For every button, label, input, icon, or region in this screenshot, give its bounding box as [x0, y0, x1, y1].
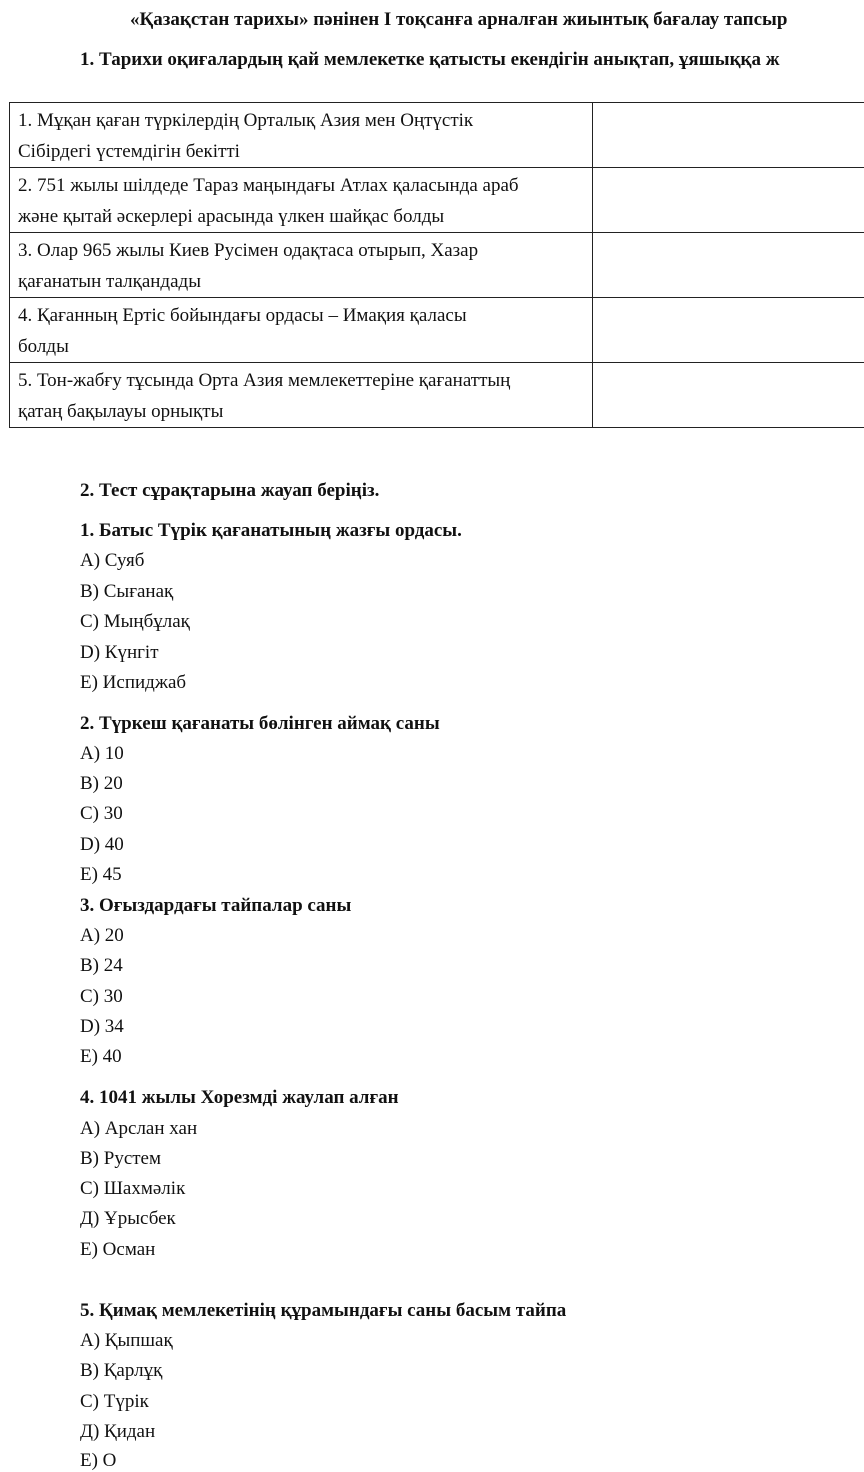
question-title: 1. Батыс Түрік қағанатының жазғы ордасы.	[80, 520, 462, 542]
event-line: 5. Тон-жабғу тұсында Орта Азия мемлекеттеріне қағанаттың	[18, 365, 584, 396]
answer-option[interactable]: A) Суяб	[80, 550, 144, 572]
answer-option[interactable]: A) Арслан хан	[80, 1118, 197, 1140]
event-line: 1. Мұқан қаған түркілердің Орталық Азия мен Оңтүстік	[18, 105, 584, 136]
answer-option[interactable]: A) 10	[80, 743, 124, 765]
event-cell	[10, 168, 593, 233]
question-title: 4. 1041 жылы Хорезмді жаулап алған	[80, 1087, 399, 1109]
answer-option[interactable]: D) 34	[80, 1016, 124, 1038]
question-title: 5. Қимақ мемлекетінің құрамындағы саны басым тайпа	[80, 1300, 566, 1322]
event-cell	[10, 103, 593, 168]
answer-option[interactable]: B) Рустем	[80, 1148, 161, 1170]
task2-instruction: 2. Тест сұрақтарына жауап беріңіз.	[80, 480, 379, 502]
event-line: 3. Олар 965 жылы Киев Русімен одақтаса отырып, Хазар	[18, 235, 584, 266]
question-title: 2. Түркеш қағанаты бөлінген аймақ саны	[80, 713, 440, 735]
event-cell	[10, 298, 593, 363]
answer-option[interactable]: C) 30	[80, 803, 123, 825]
event-line: болды	[18, 331, 584, 362]
answer-option[interactable]: B) Қарлұқ	[80, 1360, 162, 1382]
answer-option[interactable]: B) Сығанақ	[80, 581, 173, 603]
answer-option[interactable]: A) 20	[80, 925, 124, 947]
answer-cell[interactable]	[593, 233, 864, 298]
task1-instruction: 1. Тарихи оқиғалардың қай мемлекетке қатысты екендігін анықтап, ұяшыққа ж	[80, 49, 780, 71]
answer-cell[interactable]	[593, 298, 864, 363]
answer-option[interactable]: E) 45	[80, 864, 122, 886]
answer-option[interactable]: B) 20	[80, 773, 123, 795]
table-row	[10, 298, 864, 363]
event-line: 4. Қағанның Ертіс бойындағы ордасы – Имақия қаласы	[18, 300, 584, 331]
answer-option[interactable]: Д) Ұрысбек	[80, 1208, 176, 1230]
answer-option[interactable]: E) О	[80, 1450, 116, 1472]
event-line: 2. 751 жылы шілдеде Тараз маңындағы Атлах қаласында араб	[18, 170, 584, 201]
table-row	[10, 168, 864, 233]
answer-cell[interactable]	[593, 168, 864, 233]
answer-option[interactable]: A) Қыпшақ	[80, 1330, 173, 1352]
table-row	[10, 233, 864, 298]
event-cell	[10, 363, 593, 428]
answer-option[interactable]: E) Испиджаб	[80, 672, 186, 694]
answer-option[interactable]: D) Күнгіт	[80, 642, 159, 664]
answer-option[interactable]: C) Мыңбұлақ	[80, 611, 190, 633]
event-line: Сібірдегі үстемдігін бекітті	[18, 136, 584, 167]
event-line: және қытай әскерлері арасында үлкен шайқас болды	[18, 201, 584, 232]
table-row	[10, 363, 864, 428]
answer-cell[interactable]	[593, 363, 864, 428]
answer-option[interactable]: C) Түрік	[80, 1391, 149, 1413]
table-row	[10, 103, 864, 168]
answer-option[interactable]: E) Осман	[80, 1239, 155, 1261]
answer-option[interactable]: C) 30	[80, 986, 123, 1008]
event-line: қағанатын талқандады	[18, 266, 584, 297]
answer-cell[interactable]	[593, 103, 864, 168]
answer-option[interactable]: B) 24	[80, 955, 123, 977]
event-cell	[10, 233, 593, 298]
answer-option[interactable]: D) 40	[80, 834, 124, 856]
answer-option[interactable]: C) Шахмәлік	[80, 1178, 185, 1200]
events-table	[9, 102, 864, 428]
question-title: 3. Оғыздардағы тайпалар саны	[80, 895, 351, 917]
answer-option[interactable]: E) 40	[80, 1046, 122, 1068]
answer-option[interactable]: Д) Қидан	[80, 1421, 155, 1443]
document-title: «Қазақстан тарихы» пәнінен І тоқсанға арналған жиынтық бағалау тапсыр	[130, 9, 787, 31]
event-line: қатаң бақылауы орнықты	[18, 396, 584, 427]
